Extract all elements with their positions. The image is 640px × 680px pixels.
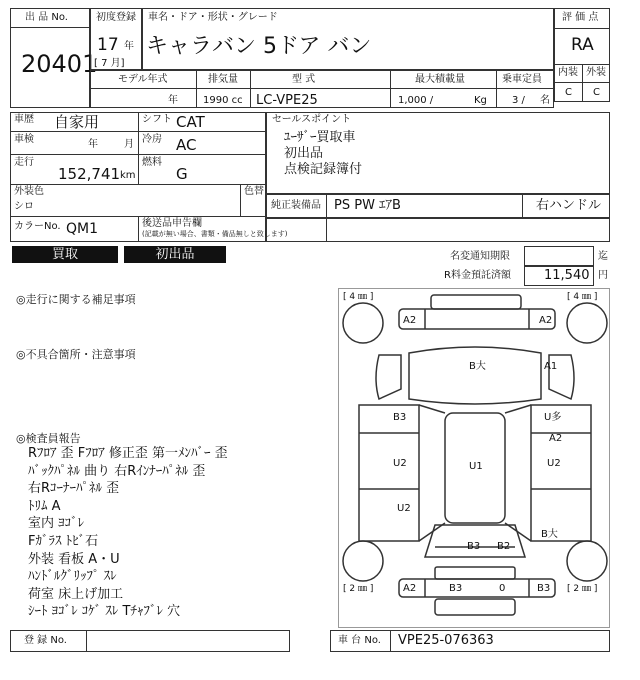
post-doc-label: 後送品申告欄 bbox=[142, 218, 202, 229]
mark-b3-rear-center: B3 bbox=[467, 541, 481, 552]
spec-col-3 bbox=[390, 70, 391, 108]
front-bumper-outline bbox=[399, 309, 555, 329]
capacity-label: 乗車定員 bbox=[502, 74, 542, 85]
registration-divider bbox=[86, 630, 87, 652]
shift-value: CAT bbox=[176, 113, 205, 131]
mark-u-many-right: U多 bbox=[544, 412, 562, 423]
mark-b3-rear-right: B3 bbox=[537, 583, 551, 594]
info-row-3 bbox=[10, 184, 266, 185]
post-doc-note: (記載が無い場合、書類・備品無しと致します) bbox=[142, 230, 288, 238]
inspector-line: ﾄﾘﾑ A bbox=[28, 498, 61, 514]
chassis-label: 車 台 No. bbox=[338, 635, 381, 646]
post-doc-divider bbox=[138, 216, 139, 242]
inspector-line: ﾊﾝﾄﾞﾙｸﾞﾘｯﾌﾟ ｽﾚ bbox=[28, 569, 117, 585]
mark-u1-roof: U1 bbox=[469, 461, 483, 472]
tire-label-top-left: [ 4 ㎜ ] bbox=[343, 292, 374, 302]
max-load-unit: Kg bbox=[474, 95, 487, 106]
fuel-label: 燃料 bbox=[142, 157, 162, 168]
capacity-unit: 名 bbox=[540, 95, 550, 106]
history-label: 車歴 bbox=[14, 114, 34, 125]
max-load-label: 最大積載量 bbox=[415, 74, 465, 85]
info-row-2 bbox=[10, 154, 266, 155]
inspector-title: ◎検査員報告 bbox=[16, 432, 81, 445]
blank-row bbox=[266, 218, 610, 242]
mark-b-large-rear: B大 bbox=[541, 529, 558, 540]
mark-b-large-hood: B大 bbox=[469, 361, 486, 372]
badge-buyback: 買取 bbox=[12, 246, 118, 263]
spec-col-4 bbox=[496, 70, 497, 108]
inspector-line: ﾊﾞｯｸﾊﾟﾈﾙ 曲り 右Rｲﾝﾅｰﾊﾟﾈﾙ 歪 bbox=[28, 463, 206, 479]
year-unit: 年 bbox=[124, 41, 134, 52]
mark-a1-right-fender: A1 bbox=[544, 361, 558, 372]
hood-outline bbox=[409, 347, 541, 404]
spec-col-2 bbox=[250, 70, 251, 108]
capacity-value: 3 / bbox=[512, 95, 525, 106]
info-col-divider bbox=[138, 112, 139, 184]
tire-label-bottom-right: [ 2 ㎜ ] bbox=[567, 584, 598, 594]
chassis-divider bbox=[390, 630, 391, 652]
mark-zero-rear-bumper: 0 bbox=[499, 583, 506, 594]
max-load-value: 1,000 / bbox=[398, 95, 434, 106]
inspection-year: 年 bbox=[88, 139, 98, 150]
inspector-line: 荷室 床上げ加工 bbox=[28, 586, 124, 602]
color-change-divider bbox=[240, 184, 241, 216]
exterior-label: 外装 bbox=[586, 67, 606, 78]
displacement-label: 排気量 bbox=[208, 74, 238, 85]
chassis-value: VPE25-076363 bbox=[398, 633, 494, 648]
color-change-label: 色替 bbox=[244, 186, 264, 197]
model-year-label: モデル年式 bbox=[118, 74, 168, 85]
rear-step-outline bbox=[435, 599, 515, 615]
type-label: 型 式 bbox=[292, 74, 316, 85]
mark-a2-front-right: A2 bbox=[539, 315, 553, 326]
interior-label: 内装 bbox=[558, 67, 578, 78]
tire-front-left-icon bbox=[343, 303, 383, 343]
recycle-unit: 円 bbox=[598, 270, 608, 281]
ac-label: 冷房 bbox=[142, 134, 162, 145]
lot-label: 出 品 No. bbox=[25, 12, 68, 23]
inspector-line: Fｶﾞﾗｽ ﾄﾋﾞ石 bbox=[28, 533, 99, 549]
mark-a2-rear-bumper: A2 bbox=[403, 583, 417, 594]
exterior-grade: C bbox=[593, 87, 600, 98]
mark-b3-left: B3 bbox=[393, 412, 407, 423]
lot-number: 20401 bbox=[21, 50, 98, 78]
recycle-label: R料金預託済額 bbox=[444, 270, 511, 281]
roof-pillars bbox=[419, 405, 531, 541]
steering-divider bbox=[522, 194, 523, 218]
car-name-label: 車名・ドア・形状・グレード bbox=[148, 12, 278, 23]
inspector-line: 室内 ﾖｺﾞﾚ bbox=[28, 516, 85, 532]
inspection-month: 月 bbox=[124, 139, 134, 150]
ac-value: AC bbox=[176, 136, 197, 154]
tire-front-right-icon bbox=[567, 303, 607, 343]
name-change-unit: 迄 bbox=[598, 251, 608, 262]
info-row-1 bbox=[10, 131, 266, 132]
score-label: 評 価 点 bbox=[562, 12, 599, 23]
mileage-unit: km bbox=[120, 170, 136, 181]
mark-u2-right: U2 bbox=[547, 458, 561, 469]
inspector-line: Rﾌﾛｱ 歪 Fﾌﾛｱ 修正歪 第一ﾒﾝﾊﾞｰ 歪 bbox=[28, 446, 228, 461]
score-value: RA bbox=[571, 35, 594, 55]
grade-value-line bbox=[554, 82, 610, 83]
damage-diagram bbox=[338, 288, 610, 628]
sales-point-2: 初出品 bbox=[284, 146, 324, 161]
mark-u2-left: U2 bbox=[393, 458, 407, 469]
displacement-value: 1990 cc bbox=[203, 95, 243, 106]
month-value: [ 7 月] bbox=[94, 58, 125, 69]
mark-b2-rear-center: B2 bbox=[497, 541, 511, 552]
first-reg-label: 初度登録 bbox=[96, 12, 136, 23]
vehicle-diagram-svg bbox=[339, 289, 611, 629]
fuel-value: G bbox=[176, 165, 188, 183]
inspector-line: ｼｰﾄ ﾖｺﾞﾚ ｺｹﾞ ｽﾚ Tﾁｬﾌﾞﾚ 穴 bbox=[28, 604, 181, 620]
equipment-value: PS PW ｴｱB bbox=[334, 198, 401, 213]
recycle-value: 11,540 bbox=[544, 268, 590, 283]
sales-point-3: 点検記録簿付 bbox=[284, 162, 363, 177]
mark-b3-rear-bumper: B3 bbox=[449, 583, 463, 594]
mileage-label: 走行 bbox=[14, 157, 34, 168]
front-grille-outline bbox=[431, 295, 521, 309]
equipment-label: 純正装備品 bbox=[271, 200, 321, 211]
mark-a2-front-left: A2 bbox=[403, 315, 417, 326]
tire-label-bottom-left: [ 2 ㎜ ] bbox=[343, 584, 374, 594]
name-change-label: 名変通知期限 bbox=[450, 251, 510, 262]
sales-point-1: ﾕｰｻﾞｰ買取車 bbox=[284, 130, 356, 145]
spec-col-1 bbox=[196, 70, 197, 108]
shift-label: シフト bbox=[142, 114, 172, 125]
rear-plate-outline bbox=[435, 567, 515, 579]
right-body-side bbox=[531, 405, 591, 541]
steering-value: 右ハンドル bbox=[536, 198, 602, 213]
history-value: 自家用 bbox=[54, 113, 100, 131]
defects-title: ◎不具合箇所・注意事項 bbox=[16, 348, 136, 361]
grade-mid-line bbox=[582, 64, 583, 102]
interior-grade: C bbox=[565, 87, 572, 98]
registration-label: 登 録 No. bbox=[24, 635, 67, 646]
inspector-line: 外装 看板 A・U bbox=[28, 551, 120, 567]
inspector-lines bbox=[28, 447, 228, 623]
inspector-line: 右Rｺｰﾅｰﾊﾟﾈﾙ 歪 bbox=[28, 481, 120, 497]
mileage-value: 152,741 bbox=[58, 165, 121, 183]
ext-color-value: シロ bbox=[14, 201, 34, 212]
color-no-label: カラーNo. bbox=[14, 221, 61, 232]
tire-rear-left-icon bbox=[343, 541, 383, 581]
type-value: LC-VPE25 bbox=[256, 93, 318, 108]
tire-rear-right-icon bbox=[567, 541, 607, 581]
ext-color-label: 外装色 bbox=[14, 186, 44, 197]
mark-u2-left-low: U2 bbox=[397, 503, 411, 514]
mark-a2-right: A2 bbox=[549, 433, 563, 444]
name-change-box bbox=[524, 246, 594, 266]
color-no-value: QM1 bbox=[66, 221, 99, 237]
badge-first-listing: 初出品 bbox=[124, 246, 226, 263]
car-name: キャラバン 5ドア バン bbox=[146, 34, 372, 59]
score-divider bbox=[554, 28, 610, 29]
spec-row-divider bbox=[90, 88, 554, 89]
tire-label-top-right: [ 4 ㎜ ] bbox=[567, 292, 598, 302]
left-body-side bbox=[359, 405, 419, 541]
inspection-label: 車検 bbox=[14, 134, 34, 145]
front-left-fender bbox=[376, 355, 401, 399]
model-year-unit: 年 bbox=[168, 95, 178, 106]
year-value: 17 bbox=[97, 35, 119, 55]
sales-point-label: セールスポイント bbox=[272, 114, 352, 125]
supplement-title: ◎走行に関する補足事項 bbox=[16, 293, 136, 306]
rear-bumper-outline bbox=[399, 579, 555, 597]
